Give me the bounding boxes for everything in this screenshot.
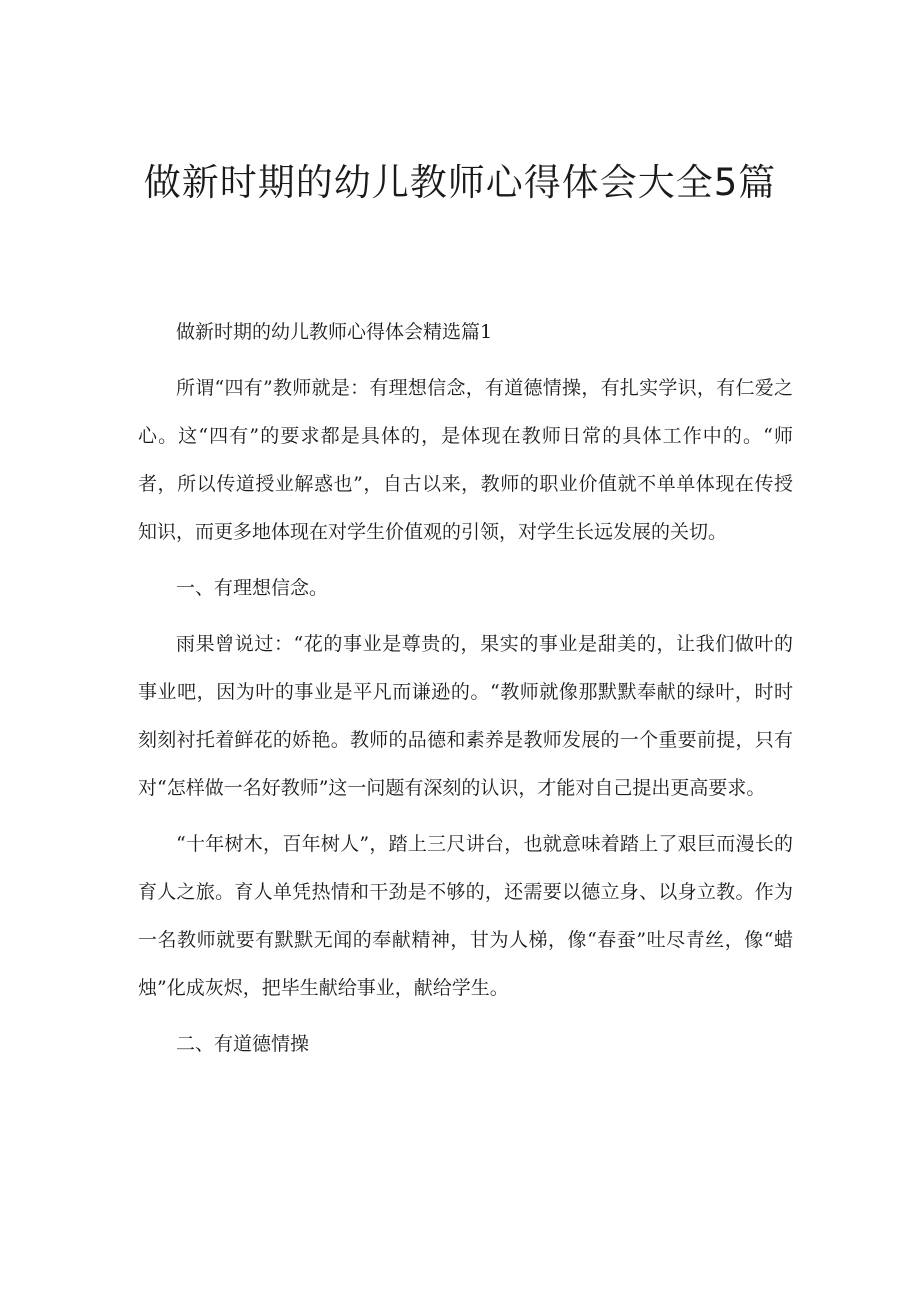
paragraph: 雨果曾说过：“花的事业是尊贵的，果实的事业是甜美的，让我们做叶的事业吧，因为叶的事业是平凡而谦逊的。“教师就像那默默奉献的绿叶，时时刻刻衬托着鲜花的娇艳。教师的品德和素养是教师发展的一个重要前提，只有对“怎样做一名好教师”这一问题有深刻的认识，才能对自己提出更高要求。 <box>138 633 793 799</box>
section-heading: 一、有理想信念。 <box>176 577 329 599</box>
document-title: 做新时期的幼儿教师心得体会大全5篇 <box>143 161 777 204</box>
document-body <box>138 308 793 1068</box>
section-heading: 做新时期的幼儿教师心得体会精选篇1 <box>176 321 493 343</box>
paragraph: “十年树木，百年树人”，踏上三尺讲台，也就意味着踏上了艰巨而漫长的育人之旅。育人单凭热情和干劲是不够的，还需要以德立身、以身立教。作为一名教师就要有默默无闻的奉献精神，甘为人梯，像“春蚕”吐尽青丝，像“蜡烛”化成灰烬，把毕生献给事业，献给学生。 <box>138 833 793 999</box>
section-heading: 二、有道德情操 <box>176 1033 310 1055</box>
paragraph: 所谓“四有”教师就是：有理想信念，有道德情操，有扎实学识，有仁爱之心。这“四有”的要求都是具体的，是体现在教师日常的具体工作中的。“师者，所以传道授业解惑也”，自古以来，教师的职业价值就不单单体现在传授知识，而更多地体现在对学生价值观的引领，对学生长远发展的关切。 <box>138 377 793 543</box>
